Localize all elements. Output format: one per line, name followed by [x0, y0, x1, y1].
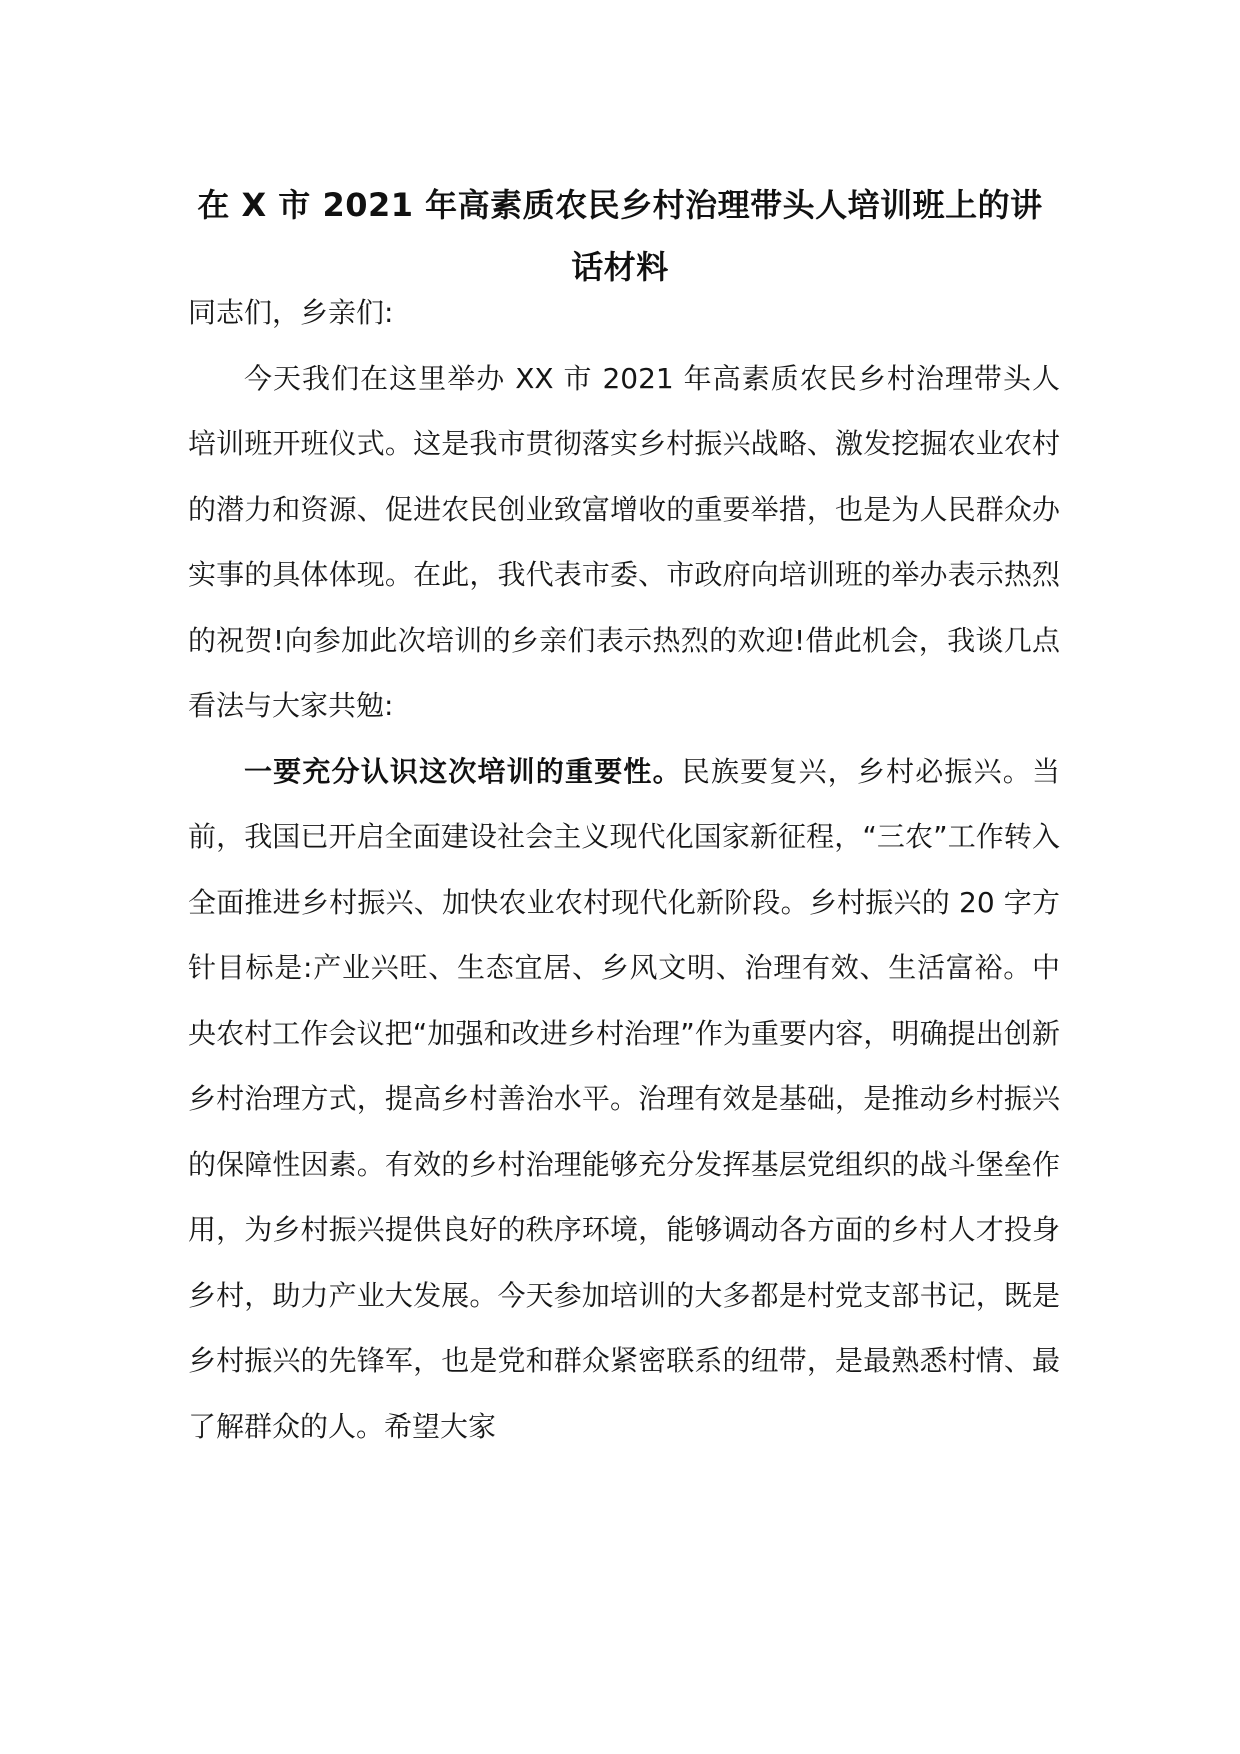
salutation: 同志们，乡亲们: [188, 296, 394, 329]
title-line-2: 话材料 [571, 248, 669, 286]
section-1-text: 民族要复兴，乡村必振兴。当前，我国已开启全面建设社会主义现代化国家新征程，“三农”工作转入全面推进乡村振兴、加快农业农村现代化新阶段。乡村振兴的 20 字方针目标是:产业兴旺、生态宜居、乡风文明、治理有效、生活富裕。中央农村工作会议把“加强和改进乡村治理”作为重要内容，明确提出创新乡村治理方式，提高乡村善治水平。治理有效是基础，是推动乡村振兴的保障性因素。有效的乡村治理能够充分发挥基层党组织的战斗堡垒作用，为乡村振兴提供良好的秩序环境，能够调动各方面的乡村人才投身乡村，助力产业大发展。今天参加培训的大多都是村党支部书记，既是乡村振兴的先锋军，也是党和群众紧密联系的纽带，是最熟悉村情、最了解群众的人。希望大家 [188, 754, 1060, 1443]
intro-paragraph: 今天我们在这里举办 XX 市 2021 年高素质农民乡村治理带头人培训班开班仪式。这是我市贯彻落实乡村振兴战略、激发挖掘农业农村的潜力和资源、促进农民创业致富增收的重要举措，也是为人民群众办实事的具体体现。在此，我代表市委、市政府向培训班的举办表示热烈的祝贺!向参加此次培训的乡亲们表示热烈的欢迎!借此机会，我谈几点看法与大家共勉: [188, 361, 1060, 722]
section-1-heading: 一要充分认识这次培训的重要性。 [244, 754, 682, 788]
title-line-1: 在 X 市 2021 年高素质农民乡村治理带头人培训班上的讲 [197, 186, 1043, 224]
document-body [188, 280, 1060, 1459]
section-1-paragraph [188, 739, 1060, 1460]
